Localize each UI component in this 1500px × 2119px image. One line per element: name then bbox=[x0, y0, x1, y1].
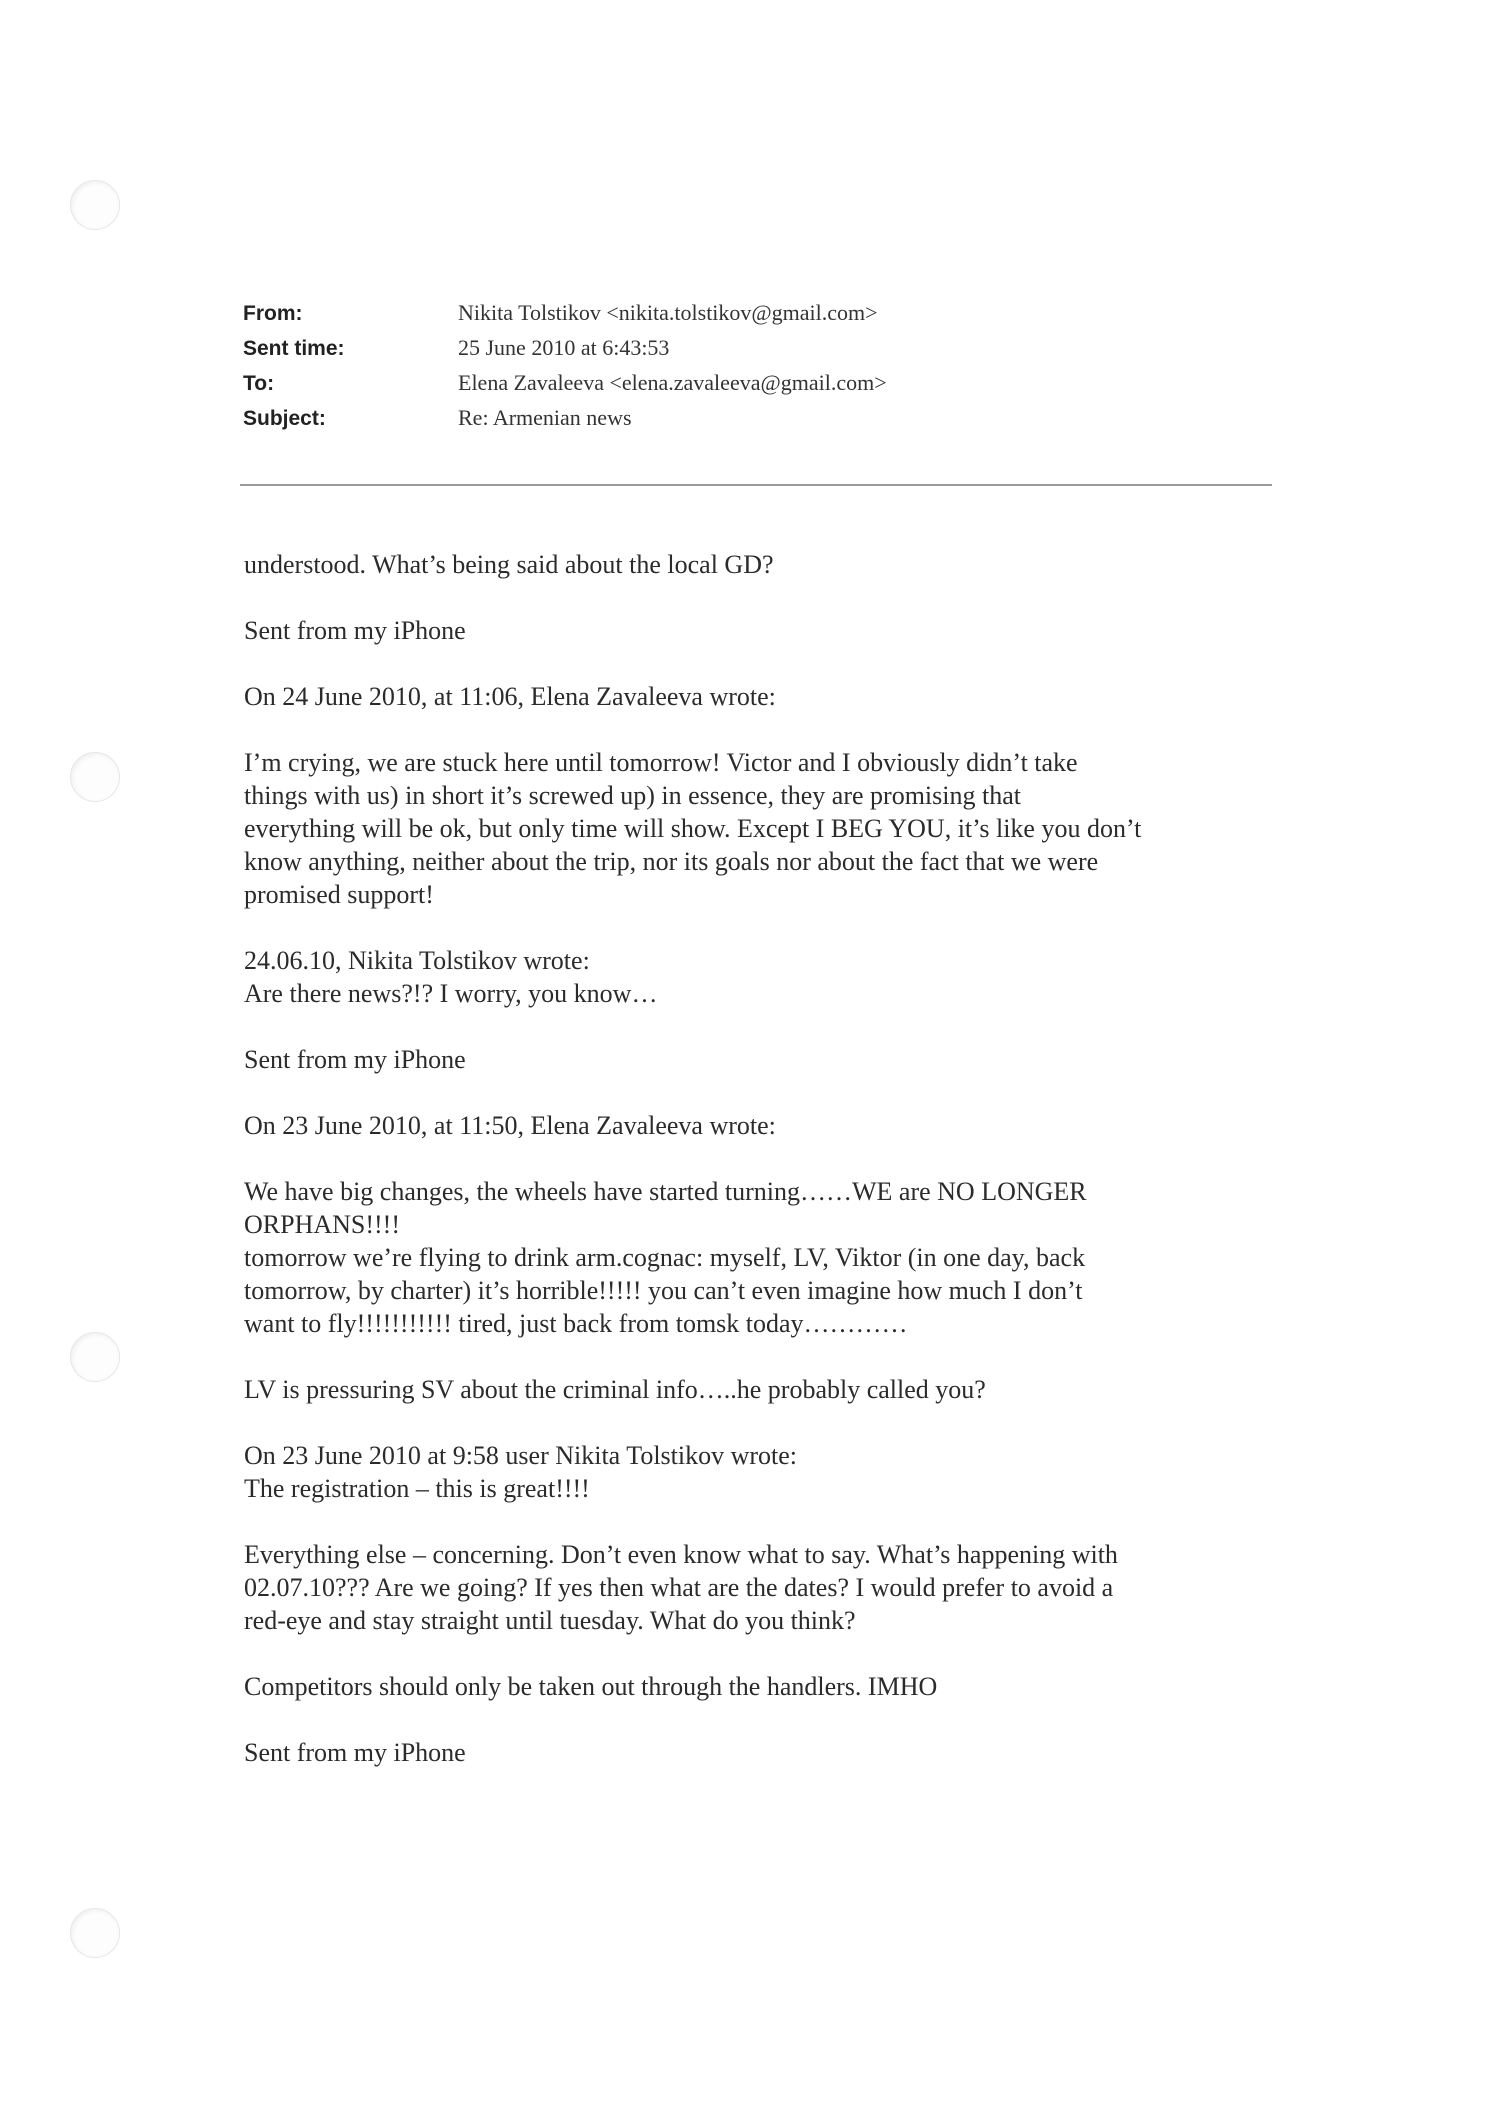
body-paragraph: On 23 June 2010 at 9:58 user Nikita Tolstikov wrote: The registration – this is great!!!! bbox=[244, 1441, 798, 1503]
email-body bbox=[244, 548, 1284, 1802]
to-value: Elena Zavaleeva <elena.zavaleeva@gmail.com> bbox=[458, 370, 887, 395]
email-header bbox=[243, 300, 1273, 440]
body-paragraph: Sent from my iPhone bbox=[244, 1045, 466, 1074]
body-paragraph: understood. What’s being said about the local GD? bbox=[244, 550, 774, 579]
subject-value: Re: Armenian news bbox=[458, 405, 632, 430]
body-paragraph: LV is pressuring SV about the criminal info…..he probably called you? bbox=[244, 1375, 986, 1404]
subject-row bbox=[243, 405, 1273, 440]
body-paragraph: Sent from my iPhone bbox=[244, 1738, 466, 1767]
body-paragraph: Competitors should only be taken out through the handlers. IMHO bbox=[244, 1672, 938, 1701]
body-paragraph: We have big changes, the wheels have started turning……WE are NO LONGER ORPHANS!!!! tomorrow we’re flying to drink arm.cognac: myself, LV, Viktor (in one day, back tomorrow, by charter) it’s horrible!!!!! you can’t even imagine how much I don’t want to fly!!!!!!!!!!! tired, just back from tomsk today………… bbox=[244, 1177, 1087, 1338]
body-paragraph: On 23 June 2010, at 11:50, Elena Zavaleeva wrote: bbox=[244, 1111, 776, 1140]
to-row bbox=[243, 370, 1273, 405]
punch-hole-2 bbox=[70, 752, 120, 802]
from-row bbox=[243, 300, 1273, 335]
from-value: Nikita Tolstikov <nikita.tolstikov@gmail.com> bbox=[458, 300, 878, 325]
punch-hole-4 bbox=[70, 1908, 120, 1958]
punch-hole-1 bbox=[70, 180, 120, 230]
subject-label: Subject: bbox=[243, 407, 326, 430]
to-label: To: bbox=[243, 372, 275, 395]
body-paragraph: Everything else – concerning. Don’t even know what to say. What’s happening with 02.07.10??? Are we going? If yes then what are the dates? I would prefer to avoid a red-eye and stay straight until tuesday. What do you think? bbox=[244, 1540, 1118, 1635]
sent-time-label: Sent time: bbox=[243, 337, 345, 360]
body-paragraph: 24.06.10, Nikita Tolstikov wrote: Are there news?!? I worry, you know… bbox=[244, 946, 658, 1008]
sent-time-row bbox=[243, 335, 1273, 370]
body-paragraph: Sent from my iPhone bbox=[244, 616, 466, 645]
body-paragraph: On 24 June 2010, at 11:06, Elena Zavaleeva wrote: bbox=[244, 682, 776, 711]
sent-time-value: 25 June 2010 at 6:43:53 bbox=[458, 335, 670, 360]
body-paragraph: I’m crying, we are stuck here until tomorrow! Victor and I obviously didn’t take things with us) in short it’s screwed up) in essence, they are promising that everything will be ok, but only time will show. Except I BEG YOU, it’s like you don’t know anything, neither about the trip, nor its goals nor about the fact that we were promised support! bbox=[244, 748, 1142, 909]
header-divider bbox=[240, 484, 1272, 486]
punch-hole-3 bbox=[70, 1332, 120, 1382]
from-label: From: bbox=[243, 302, 303, 325]
